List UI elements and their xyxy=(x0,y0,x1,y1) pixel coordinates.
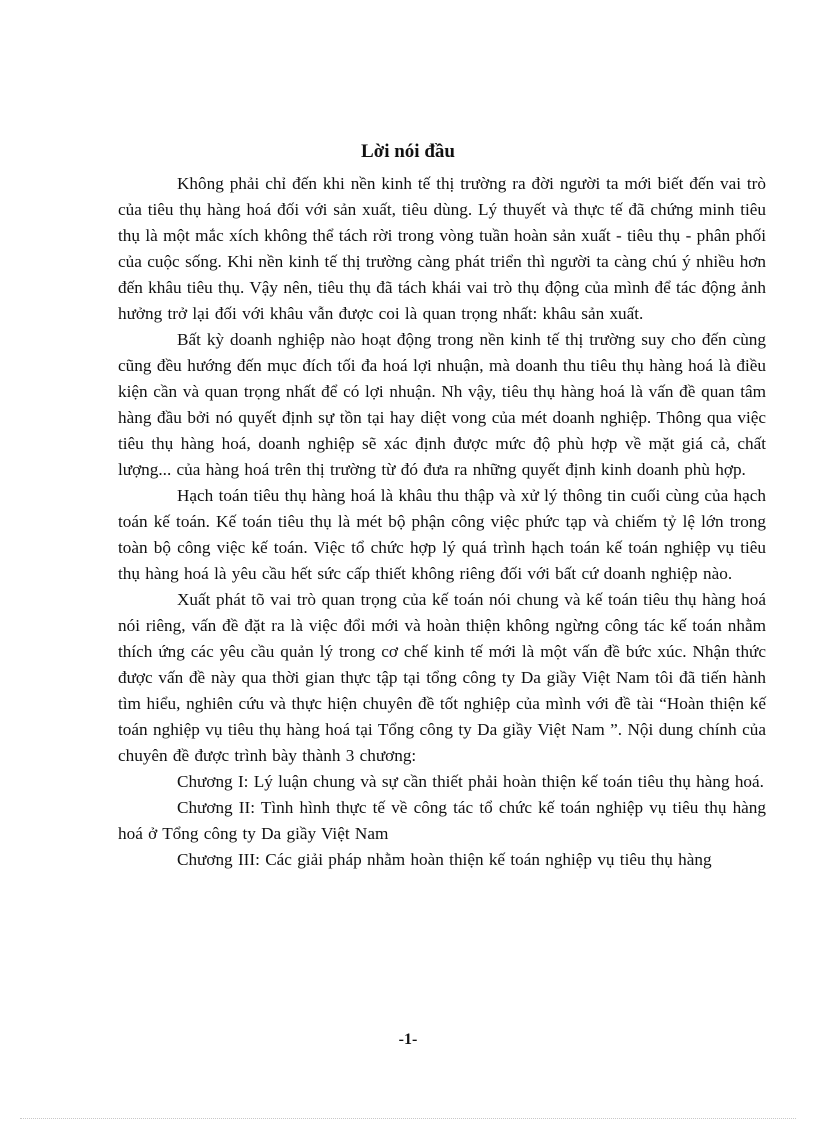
body-text xyxy=(118,171,766,873)
chapter-2: Chương II: Tình hình thực tế về công tác tổ chức kế toán nghiệp vụ tiêu thụ hàng hoá ở Tổng công ty Da giầy Việt Nam xyxy=(118,798,766,843)
paragraph-topic: Xuất phát tõ vai trò quan trọng của kế toán nói chung và kế toán tiêu thụ hàng hoá nói riêng, vấn đề đặt ra là việc đổi mới và hoàn thiện không ngừng công tác kế toán nhằm thích ứng các yêu cầu quản lý trong cơ chế kinh tế mới là một vấn đề bức xúc. Nhận thức được vấn đề này qua thời gian thực tập tại tổng công ty Da giầy Việt Nam tôi đã tiến hành tìm hiểu, nghiên cứu và thực hiện chuyên đề tốt nghiệp của mình với đề tài “Hoàn thiện kế toán nghiệp vụ tiêu thụ hàng hoá tại Tổng công ty Da giầy Việt Nam ”. Nội dung chính của chuyên đề được trình bày thành 3 chương: xyxy=(118,590,766,765)
paragraph-accounting: Hạch toán tiêu thụ hàng hoá là khâu thu thập và xử lý thông tin cuối cùng của hạch toán kế toán. Kế toán tiêu thụ là mét bộ phận công việc phức tạp và chiếm tỷ lệ lớn trong toàn bộ công việc kế toán. Việc tổ chức hợp lý quá trình hạch toán kế toán nghiệp vụ tiêu thụ hàng hoá là yêu cầu hết sức cấp thiết không riêng đối với bất cứ doanh nghiệp nào. xyxy=(118,486,766,583)
footer-divider xyxy=(20,1118,796,1119)
paragraph-intro: Không phải chỉ đến khi nền kinh tế thị trường ra đời người ta mới biết đến vai trò của tiêu thụ hàng hoá đối với sản xuất, tiêu dùng. Lý thuyết và thực tế đã chứng minh tiêu thụ là một mắc xích không thể tách rời trong vòng tuần hoàn sản xuất - tiêu thụ - phân phối của cuộc sống. Khi nền kinh tế thị trường càng phát triển thì người ta càng chú ý nhiều hơn đến khâu tiêu thụ. Vậy nên, tiêu thụ đã tách khái vai trò thụ động của mình để tác động ảnh hưởng trở lại đối với khâu vẫn được coi là quan trọng nhất: khâu sản xuất. xyxy=(118,174,766,323)
page-title: Lời nói đầu xyxy=(361,141,455,162)
chapter-1: Chương I: Lý luận chung và sự cần thiết phải hoàn thiện kế toán tiêu thụ hàng hoá. xyxy=(177,772,764,791)
paragraph-profit: Bất kỳ doanh nghiệp nào hoạt động trong nền kinh tế thị trường suy cho đến cùng cũng đều hướng đến mục đích tối đa hoá lợi nhuận, mà doanh thu tiêu thụ hàng hoá là điều kiện cần và quan trọng nhất để có lợi nhuận. Nh vậy, tiêu thụ hàng hoá là vấn đề quan tâm hàng đầu bởi nó quyết định sự tồn tại hay diệt vong của mét doanh nghiệp. Thông qua việc tiêu thụ hàng hoá, doanh nghiệp sẽ xác định được mức độ phù hợp về mặt giá cả, chất lượng... của hàng hoá trên thị trường từ đó đưa ra những quyết định kinh doanh phù hợp. xyxy=(118,330,766,479)
page-number: -1- xyxy=(398,1031,418,1048)
chapter-3: Chương III: Các giải pháp nhằm hoàn thiện kế toán nghiệp vụ tiêu thụ hàng xyxy=(177,850,712,869)
